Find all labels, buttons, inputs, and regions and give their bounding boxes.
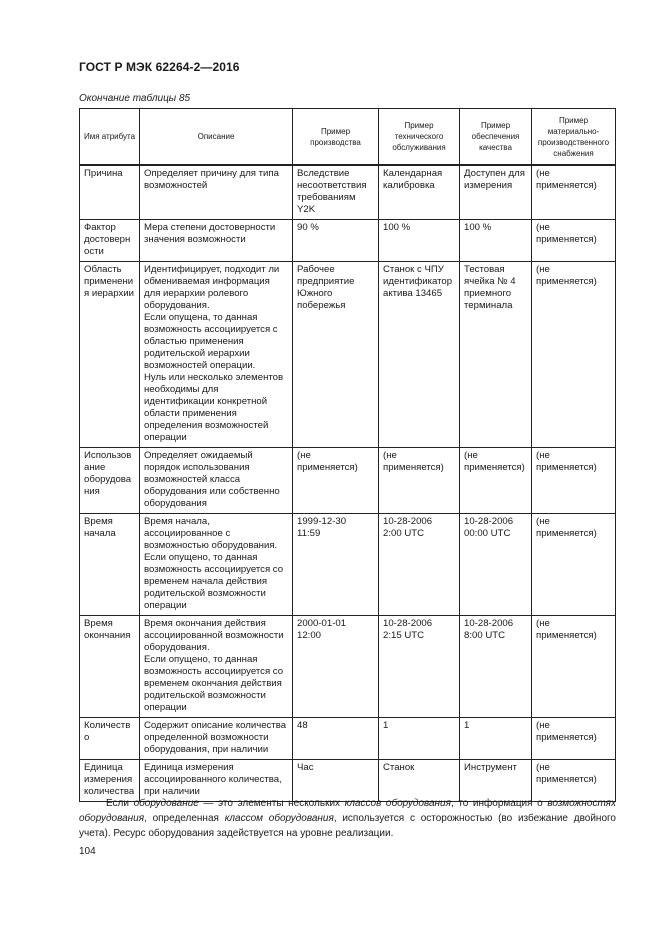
- attribute-name-cell: Причина: [80, 165, 140, 220]
- attribute-name-cell: Время окончания: [80, 616, 140, 718]
- table-cell: 2000-01-01 12:00: [293, 616, 379, 718]
- table-cell: 10-28-2006 00:00 UTC: [460, 514, 532, 616]
- header-row: [80, 109, 616, 166]
- table-cell: 48: [293, 718, 379, 760]
- attribute-name-cell: Фактор достоверности: [80, 220, 140, 262]
- table-cell: 10-28-2006 2:15 UTC: [379, 616, 460, 718]
- table-body: [80, 165, 616, 802]
- attribute-name-cell: Единица измерения количества: [80, 760, 140, 802]
- table-cell: 10-28-2006 2:00 UTC: [379, 514, 460, 616]
- table-cell: Рабочее предприятие Южного побережья: [293, 262, 379, 448]
- table-cell: (не применяется): [532, 514, 616, 616]
- table-cell: (не применяется): [532, 718, 616, 760]
- note-text: — это элементы нескольких: [198, 798, 345, 809]
- document-header: ГОСТ Р МЭК 62264-2—2016: [79, 60, 240, 74]
- table-cell: (не применяется): [532, 760, 616, 802]
- table-cell: Станок с ЧПУ идентификатор актива 13465: [379, 262, 460, 448]
- table-cell: 1999-12-30 11:59: [293, 514, 379, 616]
- note-text: , то информация о: [450, 798, 548, 809]
- column-header: Описание: [140, 109, 293, 166]
- note-text: Если: [106, 798, 134, 809]
- attribute-name-cell: Использование оборудования: [80, 448, 140, 514]
- table-cell: Вследствие несоответствия требованиям Y2K: [293, 165, 379, 220]
- table-cell: (не применяется): [532, 165, 616, 220]
- table-cell: Час: [293, 760, 379, 802]
- attribute-name-cell: Область применения иерархии: [80, 262, 140, 448]
- attribute-name-cell: Время начала: [80, 514, 140, 616]
- table-cell: 100 %: [379, 220, 460, 262]
- table-row: [80, 165, 616, 220]
- attribute-table: [79, 108, 616, 802]
- column-header: Имя атрибута: [80, 109, 140, 166]
- table-cell: Мера степени достоверности значения возможности: [140, 220, 293, 262]
- italic-term: классом оборудования: [224, 813, 334, 824]
- table-cell: (не применяется): [532, 448, 616, 514]
- table-cell: Единица измерения ассоциированного количества, при наличии: [140, 760, 293, 802]
- table-cell: 10-28-2006 8:00 UTC: [460, 616, 532, 718]
- table-cell: 100 %: [460, 220, 532, 262]
- table-row: [80, 220, 616, 262]
- table-cell: (не применяется): [532, 220, 616, 262]
- table-cell: (не применяется): [532, 262, 616, 448]
- table-cell: (не применяется): [293, 448, 379, 514]
- table-row: [80, 616, 616, 718]
- table-cell: (не применяется): [532, 616, 616, 718]
- footnote-paragraph: [79, 796, 616, 841]
- italic-term: классов оборудования: [344, 798, 451, 809]
- note-text: , определенная: [144, 813, 225, 824]
- table-cell: Определяет причину для типа возможностей: [140, 165, 293, 220]
- table-header: [80, 109, 616, 166]
- note-text: , используется с осторожностью (во избежание двойного учета). Ресурс оборудования задействуется на уровне реализации.: [79, 813, 616, 839]
- table-cell: 1: [460, 718, 532, 760]
- table-cell: Определяет ожидаемый порядок использования возможностей класса оборудования или собственно оборудования: [140, 448, 293, 514]
- column-header: Пример производства: [293, 109, 379, 166]
- table-cell: Доступен для измерения: [460, 165, 532, 220]
- table-cell: (не применяется): [460, 448, 532, 514]
- table-row: [80, 262, 616, 448]
- table-row: [80, 718, 616, 760]
- page-number: 104: [79, 846, 96, 857]
- table-cell: Идентифицирует, подходит ли обмениваемая информация для иерархии ролевого оборудования. Если опущена, то данная возможность ассоциируется с областью применения родительской иерархии возможностей операции. Нуль или несколько элементов необходимы для идентификации конкретной области применения определения возможностей операции: [140, 262, 293, 448]
- italic-term: оборудование: [133, 798, 199, 809]
- table-cell: Тестовая ячейка № 4 приемного терминала: [460, 262, 532, 448]
- table-cell: (не применяется): [379, 448, 460, 514]
- table-row: [80, 514, 616, 616]
- table-cell: 90 %: [293, 220, 379, 262]
- table-row: [80, 448, 616, 514]
- table-cell: Время окончания действия ассоциированной возможности оборудования. Если опущено, то данная возможность ассоциируется со временем окончания действия родительской возможности операции: [140, 616, 293, 718]
- table-cell: 1: [379, 718, 460, 760]
- table-caption: Окончание таблицы 85: [79, 93, 191, 104]
- italic-term: возможностях оборудования: [79, 798, 616, 824]
- column-header: Пример обеспечения качества: [460, 109, 532, 166]
- column-header: Пример технического обслуживания: [379, 109, 460, 166]
- table-cell: Время начала, ассоциированное с возможностью оборудования. Если опущено, то данная возможность ассоциируется со временем начала действия родительской возможности операции: [140, 514, 293, 616]
- attribute-name-cell: Количество: [80, 718, 140, 760]
- table-cell: Станок: [379, 760, 460, 802]
- column-header: Пример материально-производственного снабжения: [532, 109, 616, 166]
- table-cell: Инструмент: [460, 760, 532, 802]
- table-cell: Календарная калибровка: [379, 165, 460, 220]
- table-cell: Содержит описание количества определенной возможности оборудования, при наличии: [140, 718, 293, 760]
